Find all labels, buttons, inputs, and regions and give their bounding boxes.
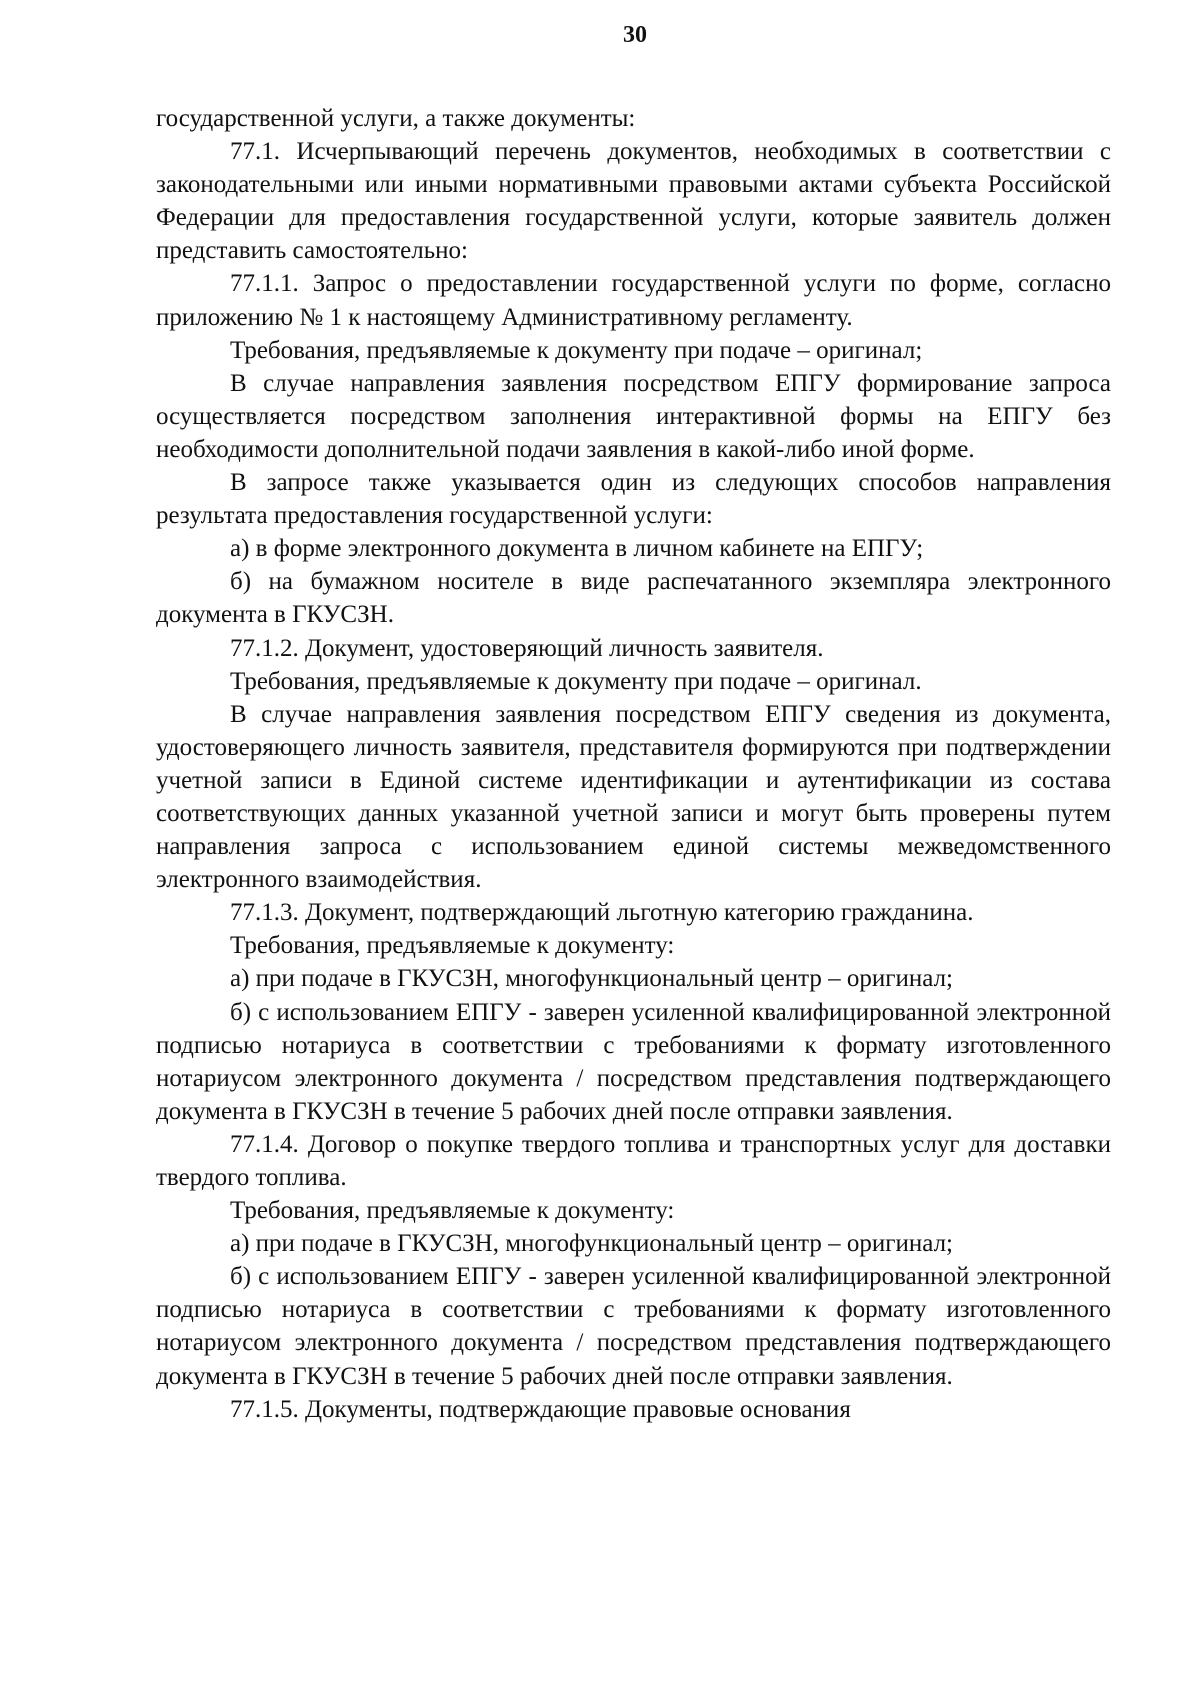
document-body [156, 102, 1111, 1426]
paragraph: Требования, предъявляемые к документу при подаче – оригинал. [230, 667, 922, 695]
paragraph: 77.1. Исчерпывающий перечень документов, необходимых в соответствии с законодательными или иными нормативными правовыми актами субъекта Российской Федерации для предоставления государственной услуги, которые заявитель должен представить самостоятельно: [156, 138, 1111, 265]
paragraph: а) при подаче в ГКУСЗН, многофункциональный центр – оригинал; [230, 965, 953, 993]
paragraph: Требования, предъявляемые к документу при подаче – оригинал; [230, 336, 923, 364]
paragraph: 77.1.5. Документы, подтверждающие правовые основания [230, 1395, 851, 1423]
paragraph: 77.1.4. Договор о покупке твердого топлива и транспортных услуг для доставки твердого топлива. [156, 1130, 1111, 1191]
paragraph: Требования, предъявляемые к документу: [230, 1197, 675, 1225]
paragraph: б) с использованием ЕПГУ - заверен усиленной квалифицированной электронной подписью нотариуса в соответствии с требованиями к формату изготовленного нотариусом электронного документа / посредством представления подтверждающего документа в ГКУСЗН в течение 5 рабочих дней после отправки заявления. [156, 1263, 1111, 1390]
paragraph: В случае направления заявления посредством ЕПГУ сведения из документа, удостоверяющего личность заявителя, представителя формируются при подтверждении учетной записи в Единой системе идентификации и аутентификации из состава соответствующих данных указанной учетной записи и могут быть проверены путем направления запроса с использованием единой системы межведомственного электронного взаимодействия. [156, 700, 1111, 894]
paragraph: б) с использованием ЕПГУ - заверен усиленной квалифицированной электронной подписью нотариуса в соответствии с требованиями к формату изготовленного нотариусом электронного документа / посредством представления подтверждающего документа в ГКУСЗН в течение 5 рабочих дней после отправки заявления. [156, 998, 1111, 1125]
paragraph: В запросе также указывается один из следующих способов направления результата предоставления государственной услуги: [156, 469, 1111, 530]
paragraph: 77.1.1. Запрос о предоставлении государственной услуги по форме, согласно приложению № 1 к настоящему Административному регламенту. [156, 270, 1111, 331]
paragraph: В случае направления заявления посредством ЕПГУ формирование запроса осуществляется посредством заполнения интерактивной формы на ЕПГУ без необходимости дополнительной подачи заявления в какой-либо иной форме. [156, 369, 1111, 463]
page-number: 30 [623, 22, 647, 48]
paragraph: б) на бумажном носителе в виде распечатанного экземпляра электронного документа в ГКУСЗН. [156, 568, 1111, 629]
paragraph: а) при подаче в ГКУСЗН, многофункциональный центр – оригинал; [230, 1230, 953, 1258]
paragraph: а) в форме электронного документа в личном кабинете на ЕПГУ; [230, 535, 924, 563]
paragraph: Требования, предъявляемые к документу: [230, 932, 675, 960]
paragraph: 77.1.2. Документ, удостоверяющий личность заявителя. [230, 634, 824, 662]
paragraph: государственной услуги, а также документы: [156, 105, 636, 132]
paragraph: 77.1.3. Документ, подтверждающий льготную категорию гражданина. [230, 899, 974, 927]
